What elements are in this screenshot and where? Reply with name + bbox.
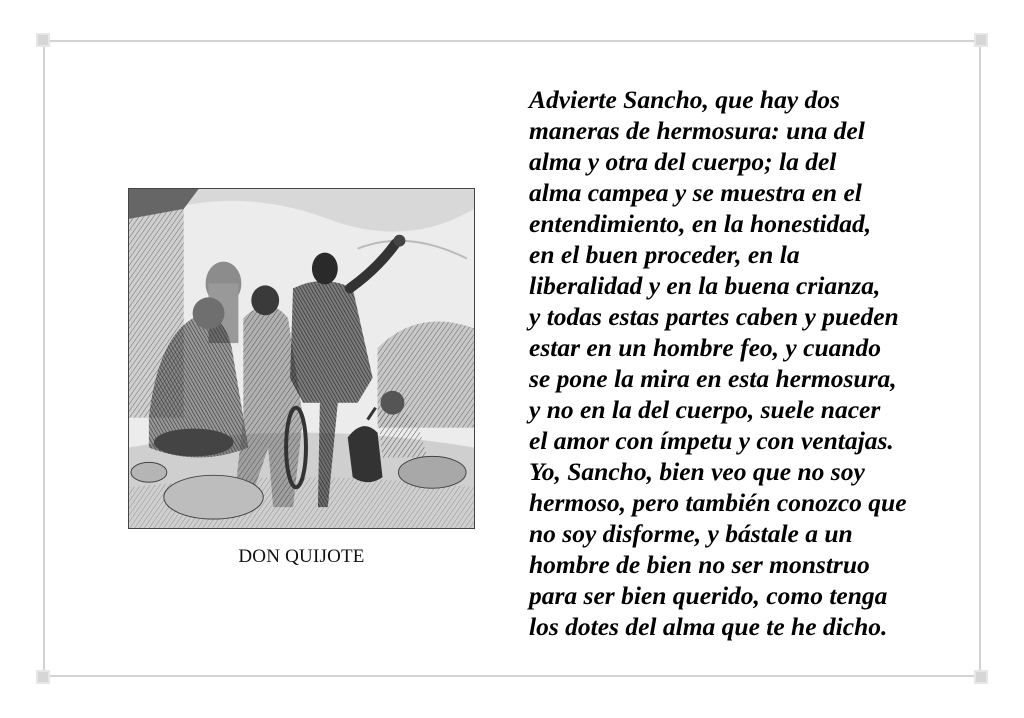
quote-line: alma campea y se muestra en el bbox=[529, 178, 862, 207]
quote-line: liberalidad y en la buena crianza, bbox=[529, 271, 881, 300]
quote-line: Yo, Sancho, bien veo que no soy bbox=[529, 457, 865, 486]
border-corner-top-right bbox=[974, 33, 988, 47]
don-quijote-engraving bbox=[128, 188, 475, 529]
quote-line: para ser bien querido, como tenga bbox=[529, 581, 888, 610]
quote-line: el amor con ímpetu y con ventajas. bbox=[529, 426, 894, 455]
illustration-caption: DON QUIJOTE bbox=[238, 546, 365, 567]
quote-line: entendimiento, en la honestidad, bbox=[529, 209, 872, 238]
quote-line: hermoso, pero también conozco que bbox=[529, 488, 907, 517]
quote-line: alma y otra del cuerpo; la del bbox=[529, 147, 837, 176]
quote-line: Advierte Sancho, que hay dos bbox=[529, 85, 840, 114]
border-corner-top-left bbox=[36, 33, 50, 47]
quote-line: no soy disforme, y bástale a un bbox=[529, 519, 853, 548]
quote-line: y no en la del cuerpo, suele nacer bbox=[529, 395, 881, 424]
border-corner-bottom-left bbox=[36, 670, 50, 684]
quote-line: estar en un hombre feo, y cuando bbox=[529, 333, 882, 362]
quote-line: los dotes del alma que te he dicho. bbox=[529, 612, 888, 641]
quote-line: hombre de bien no ser monstruo bbox=[529, 550, 870, 579]
quote-line: se pone la mira en esta hermosura, bbox=[529, 364, 897, 393]
quote-line: maneras de hermosura: una del bbox=[529, 116, 865, 145]
quote-text bbox=[529, 84, 969, 642]
border-corner-bottom-right bbox=[974, 670, 988, 684]
quote-line: en el buen proceder, en la bbox=[529, 240, 800, 269]
quote-line: y todas estas partes caben y pueden bbox=[529, 302, 899, 331]
